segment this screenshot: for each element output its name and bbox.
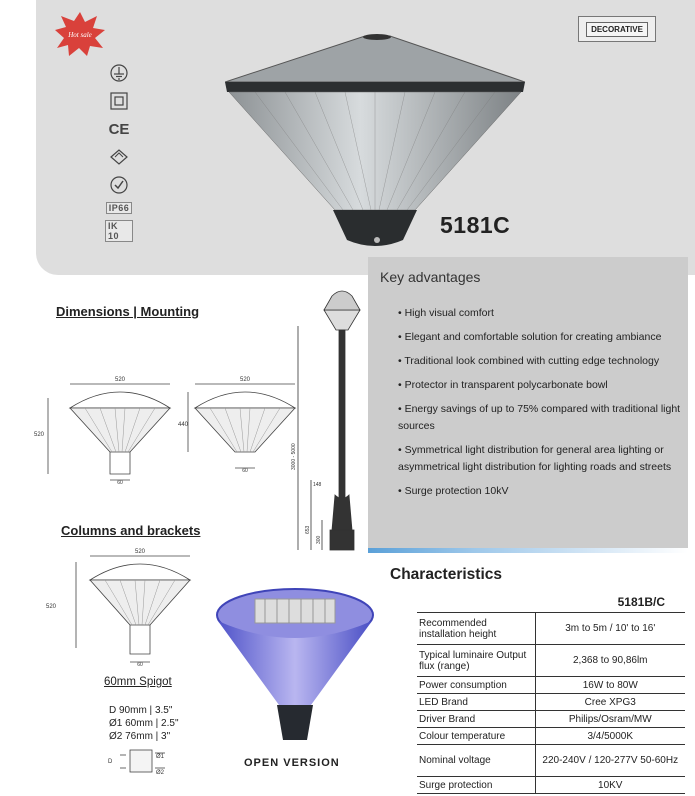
list-item: • Surge protection 10kV bbox=[398, 483, 682, 500]
key-advantages-list bbox=[398, 305, 682, 507]
ce-mark-icon: CE bbox=[108, 120, 130, 138]
characteristics-title: Characteristics bbox=[390, 566, 503, 583]
row-value: Philips/Osram/MW bbox=[535, 711, 685, 728]
spec-line: Ø2 76mm | 3" bbox=[109, 731, 171, 742]
dimension-drawing-columns bbox=[76, 556, 190, 662]
list-item: • Symmetrical light distribution for general area lighting or asymmetrical light distribution for lighting roads and streets bbox=[398, 442, 682, 476]
open-version-lamp-image bbox=[215, 585, 375, 750]
list-item: • Energy savings of up to 75% compared with traditional light sources bbox=[398, 401, 682, 435]
spigot-o1-label: Ø1 bbox=[156, 754, 165, 760]
table-row bbox=[417, 694, 685, 711]
key-advantages-panel bbox=[368, 257, 688, 553]
row-value: 16W to 80W bbox=[535, 677, 685, 694]
spigot-d-label: D bbox=[108, 759, 113, 765]
row-value: 220-240V / 120-277V 50-60Hz bbox=[535, 745, 685, 777]
ip66-label: IP66 bbox=[106, 202, 133, 214]
row-label: Nominal voltage bbox=[417, 745, 535, 777]
table-row bbox=[417, 613, 685, 645]
height-label-2: 440 bbox=[178, 422, 189, 428]
list-item: • High visual comfort bbox=[398, 305, 682, 322]
dimension-drawing-open bbox=[188, 384, 295, 468]
hot-sale-text: Hot sale bbox=[68, 31, 92, 39]
table-row bbox=[417, 677, 685, 694]
key-advantages-title: Key advantages bbox=[380, 269, 481, 285]
bracket-label-653: 653 bbox=[305, 525, 311, 534]
row-label: Colour temperature bbox=[417, 728, 535, 745]
dimension-drawing-closed bbox=[48, 384, 170, 480]
earth-ground-icon bbox=[108, 62, 130, 84]
row-label: Typical luminaire Output flux (range) bbox=[417, 645, 535, 677]
table-row bbox=[417, 645, 685, 677]
spec-line: D 90mm | 3.5" bbox=[109, 705, 173, 716]
spigot-o2-label: Ø2 bbox=[156, 770, 165, 776]
table-row bbox=[417, 777, 685, 794]
spec-line: Ø1 60mm | 2.5" bbox=[109, 718, 179, 729]
bracket-label-300: 300 bbox=[316, 535, 322, 544]
row-value: 3m to 5m / 10' to 16' bbox=[535, 613, 685, 645]
list-item: • Protector in transparent polycarbonate bowl bbox=[398, 377, 682, 394]
row-value: 2,368 to 90,86lm bbox=[535, 645, 685, 677]
emc-mark-icon bbox=[108, 146, 130, 168]
height-label: 520 bbox=[34, 432, 45, 438]
decorative-label: DECORATIVE bbox=[586, 22, 648, 37]
model-number: 5181C bbox=[440, 212, 511, 238]
characteristics-table bbox=[417, 593, 685, 794]
row-value: 3/4/5000K bbox=[535, 728, 685, 745]
width-label: 520 bbox=[114, 377, 126, 383]
width-label-3: 520 bbox=[134, 549, 146, 555]
table-header: 5181B/C bbox=[417, 593, 685, 613]
spigot-label-3: 60 bbox=[137, 662, 143, 668]
row-value: Cree XPG3 bbox=[535, 694, 685, 711]
hot-sale-badge bbox=[55, 12, 105, 56]
list-item: • Traditional look combined with cutting edge technology bbox=[398, 353, 682, 370]
bracket-label-148: 148 bbox=[313, 482, 322, 488]
check-mark-icon bbox=[108, 174, 130, 196]
row-label: LED Brand bbox=[417, 694, 535, 711]
accent-strip bbox=[368, 548, 688, 553]
decorative-tag bbox=[578, 16, 656, 42]
spigot-label: 60 bbox=[117, 480, 123, 486]
table-row bbox=[417, 728, 685, 745]
row-label: Recommended installation height bbox=[417, 613, 535, 645]
ik10-label: IK 10 bbox=[105, 220, 133, 242]
row-label: Surge protection bbox=[417, 777, 535, 794]
pole-height-label: 3000 - 5000 bbox=[291, 443, 297, 470]
row-value: 10KV bbox=[535, 777, 685, 794]
pole-drawing bbox=[298, 291, 360, 550]
dimensions-title: Dimensions | Mounting bbox=[56, 304, 200, 319]
columns-title: Columns and brackets bbox=[61, 523, 201, 538]
spigot-title: 60mm Spigot bbox=[104, 676, 172, 688]
table-row bbox=[417, 711, 685, 728]
certification-icons bbox=[105, 62, 133, 242]
double-insulation-icon bbox=[108, 90, 130, 112]
open-version-label: OPEN VERSION bbox=[244, 757, 340, 769]
row-label: Driver Brand bbox=[417, 711, 535, 728]
spigot-label-2: 60 bbox=[242, 468, 248, 474]
height-label-3: 520 bbox=[46, 604, 57, 610]
spigot-specs bbox=[109, 704, 179, 743]
table-row bbox=[417, 745, 685, 777]
row-label: Power consumption bbox=[417, 677, 535, 694]
list-item: • Elegant and comfortable solution for creating ambiance bbox=[398, 329, 682, 346]
width-label-2: 520 bbox=[239, 377, 251, 383]
